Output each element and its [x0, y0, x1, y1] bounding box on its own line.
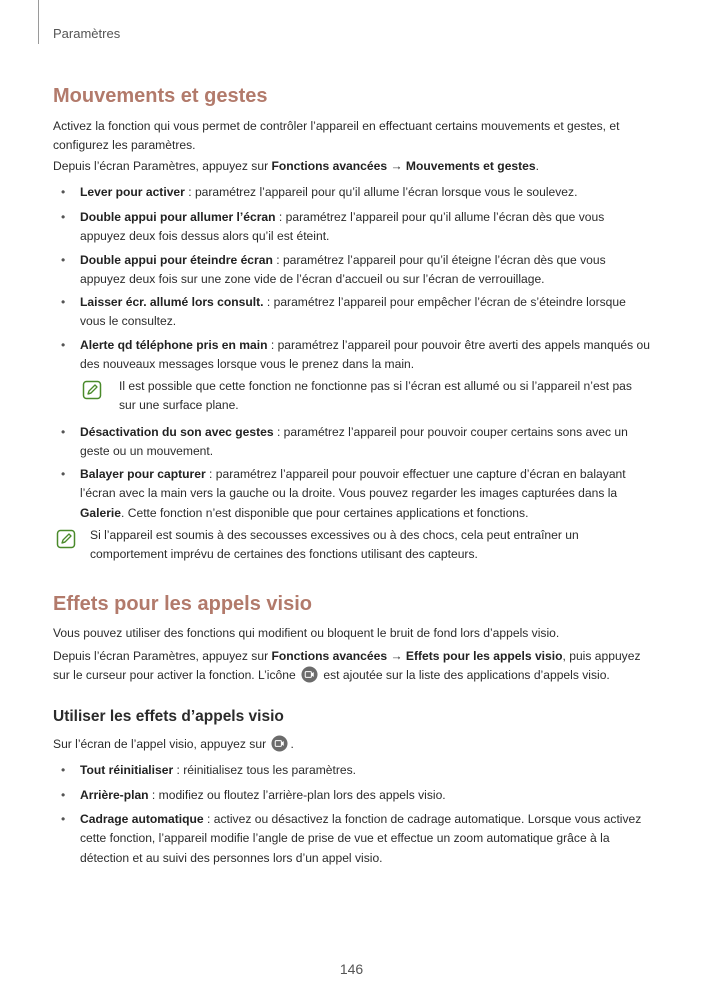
item-label: Arrière-plan — [80, 788, 149, 802]
item-text: : paramétrez l’appareil pour pouvoir effectuer une capture d’écran en balayant l’écran avec la main vers la gauche ou la droite. Vous pouvez regarder les images capturées dans la — [80, 467, 626, 501]
item-label: Lever pour activer — [80, 185, 185, 199]
bullet: • — [61, 812, 66, 826]
item-text: : paramétrez l’appareil pour pouvoir être averti des appels manqués ou des nouveaux messages lorsque vous le prenez dans la main. — [80, 338, 651, 372]
subsection-intro — [53, 735, 653, 754]
list-item — [53, 336, 653, 375]
list-item — [53, 251, 653, 290]
item-label: Double appui pour allumer l’écran — [80, 210, 276, 224]
path-menu-1: Fonctions avancées — [271, 159, 388, 173]
item-text: : paramétrez l’appareil pour qu’il éteigne l’écran dès que vous appuyez deux fois sur une zone vide de l’écran d’accueil ou sur l’écran de verrouillage. — [80, 253, 606, 287]
path-prefix: Depuis l’écran Paramètres, appuyez sur — [53, 159, 272, 173]
subsection-title: Utiliser les effets d’appels visio — [53, 708, 284, 725]
path-menu-2: Effets pour les appels visio — [405, 649, 563, 663]
bullet: • — [61, 425, 66, 439]
running-header: Paramètres — [53, 26, 121, 41]
section2-intro: Vous pouvez utiliser des fonctions qui modifient ou bloquent le bruit de fond lors d’appels visio. — [53, 626, 560, 640]
list-item — [53, 183, 653, 202]
path-suffix: . — [535, 159, 539, 173]
item-label: Tout réinitialiser — [80, 763, 174, 777]
item-text: : paramétrez l’appareil pour empêcher l’écran de s’éteindre lorsque vous le consultez. — [80, 295, 626, 329]
bullet: • — [61, 253, 66, 267]
path-arrow: → — [387, 159, 406, 173]
bullet: • — [61, 338, 66, 352]
section-title-effets: Effets pour les appels visio — [53, 593, 312, 615]
item-label-galerie: Galerie — [80, 505, 122, 520]
section1-intro: Activez la fonction qui vous permet de contrôler l’appareil en effectuant certains mouvements et gestes, et configurez les paramètres. — [53, 119, 620, 153]
item-text: : paramétrez l’appareil pour qu’il allume l’écran dès que vous appuyez deux fois dessus alors qu’il est éteint. — [80, 210, 605, 244]
item-text: : modifiez ou floutez l’arrière-plan lors des appels visio. — [148, 788, 446, 802]
note-box — [56, 526, 653, 565]
item-label: Cadrage automatique — [80, 812, 204, 826]
item-label: Alerte qd téléphone pris en main — [80, 338, 268, 352]
note-pencil-icon — [56, 529, 76, 549]
section-title-mouvements: Mouvements et gestes — [53, 85, 268, 107]
page-number: 146 — [339, 961, 364, 977]
bullet: • — [61, 210, 66, 224]
header-divider — [38, 0, 39, 44]
item-label: Double appui pour éteindre écran — [80, 253, 273, 267]
list-item — [53, 786, 653, 805]
list-item — [53, 761, 653, 780]
sub-intro-end: . — [290, 737, 294, 751]
path-menu-2: Mouvements et gestes — [405, 159, 536, 173]
path-suffix-2: est ajoutée sur la liste des applications d’appels visio. — [320, 668, 610, 683]
bullet: • — [61, 788, 66, 802]
section2-path — [53, 647, 653, 686]
section1-path — [53, 157, 653, 176]
note-text: Si l’appareil est soumis à des secousses excessives ou à des chocs, cela peut entraîner un comportement imprévu de certaines des fonctions utilisant des capteurs. — [90, 528, 579, 562]
video-effects-icon — [271, 735, 288, 752]
video-effects-icon — [301, 666, 318, 683]
bullet: • — [61, 185, 66, 199]
item-text: . Cette fonction n’est disponible que pour certaines applications et fonctions. — [121, 505, 529, 520]
note-text: Il est possible que cette fonction ne fonctionne pas si l’écran est allumé ou si l’appareil n’est pas sur une surface plane. — [119, 379, 632, 413]
list-item — [53, 465, 653, 523]
note-box — [82, 377, 652, 416]
bullet: • — [61, 295, 66, 309]
item-label: Laisser écr. allumé lors consult. — [80, 295, 264, 309]
path-arrow: → — [387, 649, 406, 663]
item-text: : paramétrez l’appareil pour qu’il allume l’écran lorsque vous le soulevez. — [184, 185, 578, 199]
bullet: • — [61, 763, 66, 777]
list-item — [53, 810, 653, 868]
item-label: Désactivation du son avec gestes — [80, 425, 274, 439]
item-label: Balayer pour capturer — [80, 467, 206, 481]
path-prefix: Depuis l’écran Paramètres, appuyez sur — [53, 649, 272, 663]
item-text: : activez ou désactivez la fonction de cadrage automatique. Lorsque vous activez cette fonction, l’appareil modifie l’angle de prise de vue et effectue un zoom automatique grâce à la détection et au suivi des personnes lors d’un appel visio. — [80, 812, 642, 865]
sub-intro-text: Sur l’écran de l’appel visio, appuyez sur — [53, 737, 270, 751]
list-item — [53, 423, 653, 462]
item-text: : réinitialisez tous les paramètres. — [173, 763, 357, 777]
path-menu-1: Fonctions avancées — [271, 649, 388, 663]
path-suffix: , puis appuyez sur le curseur pour activer la fonction. L’icône — [53, 649, 641, 683]
note-pencil-icon — [82, 380, 102, 400]
bullet: • — [61, 467, 66, 481]
list-item — [53, 293, 653, 332]
list-item — [53, 208, 653, 247]
item-text: : paramétrez l’appareil pour pouvoir couper certains sons avec un geste ou un mouvement. — [80, 425, 628, 459]
